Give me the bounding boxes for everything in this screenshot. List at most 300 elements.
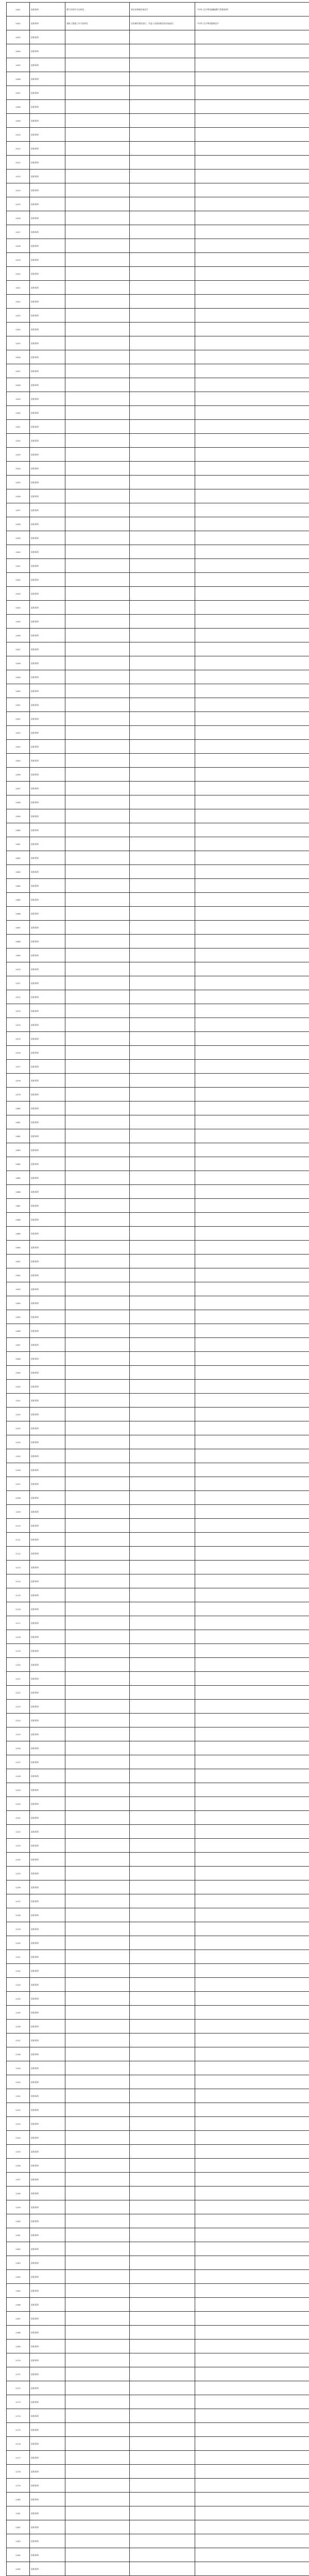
- row-number-cell: 1076: [7, 1046, 30, 1060]
- legal-basis-cell: [195, 2117, 309, 2131]
- table-row: [7, 1296, 309, 1310]
- matter-name-cell: [65, 114, 130, 128]
- legal-basis-cell: [195, 712, 309, 726]
- legal-basis-cell: [195, 1296, 309, 1310]
- table-row: [7, 754, 309, 768]
- table-row: [7, 670, 309, 684]
- legal-basis-cell: [195, 2326, 309, 2340]
- legal-basis-cell: [195, 1741, 309, 1755]
- matter-type-cell: 国家事项: [30, 670, 65, 684]
- matter-name-cell: [65, 1936, 130, 1950]
- matter-name-cell: [65, 142, 130, 156]
- department-cell: [130, 1574, 195, 1588]
- table-row: [7, 545, 309, 559]
- table-row: [7, 2395, 309, 2409]
- row-number-cell: 1177: [7, 2451, 30, 2465]
- legal-basis-cell: [195, 1769, 309, 1783]
- table-row: [7, 2242, 309, 2256]
- department-cell: [130, 1477, 195, 1491]
- legal-basis-cell: [195, 1185, 309, 1199]
- matter-name-cell: [65, 629, 130, 642]
- matter-type-cell: 国家事项: [30, 1088, 65, 1101]
- legal-basis-cell: [195, 1894, 309, 1908]
- row-number-cell: 1148: [7, 2047, 30, 2061]
- table-row: [7, 1797, 309, 1811]
- matter-name-cell: [65, 476, 130, 489]
- matter-name-cell: [65, 197, 130, 211]
- table-row: [7, 30, 309, 44]
- row-number-cell: 1113: [7, 1561, 30, 1574]
- table-row: [7, 865, 309, 879]
- department-cell: [130, 1908, 195, 1922]
- matter-name-cell: [65, 531, 130, 545]
- matter-type-cell: 国家事项: [30, 601, 65, 615]
- matter-type-cell: 国家事项: [30, 2242, 65, 2256]
- department-cell: [130, 1296, 195, 1310]
- matter-type-cell: 国家事项: [30, 1783, 65, 1797]
- matter-name-cell: [65, 1366, 130, 1380]
- table-row: [7, 1992, 309, 2006]
- legal-basis-cell: [195, 2506, 309, 2520]
- legal-basis-cell: [195, 2173, 309, 2187]
- table-row: [7, 1408, 309, 1421]
- legal-basis-cell: [195, 1922, 309, 1936]
- matter-type-cell: 国家事项: [30, 1547, 65, 1561]
- matter-name-cell: [65, 2326, 130, 2340]
- row-number-cell: 1154: [7, 2131, 30, 2145]
- row-number-cell: 1156: [7, 2159, 30, 2173]
- department-cell: [130, 2298, 195, 2312]
- matter-name-cell: [65, 823, 130, 837]
- department-cell: [130, 1268, 195, 1282]
- matter-name-cell: [65, 1338, 130, 1352]
- matter-name-cell: [65, 1769, 130, 1783]
- table-row: [7, 2451, 309, 2465]
- department-cell: [130, 156, 195, 170]
- department-cell: 住房城乡建设部门，市县人民政府指定的其他部门: [130, 16, 195, 30]
- department-cell: [130, 1533, 195, 1547]
- matter-name-cell: [65, 2145, 130, 2159]
- matter-type-cell: 国家事项: [30, 1352, 65, 1366]
- table-row: [7, 16, 309, 30]
- row-number-cell: 1100: [7, 1380, 30, 1394]
- matter-type-cell: 国家事项: [30, 656, 65, 670]
- table-row: [7, 2006, 309, 2020]
- table-row: [7, 378, 309, 392]
- matter-type-cell: 国家事项: [30, 893, 65, 907]
- legal-basis-cell: [195, 2145, 309, 2159]
- legal-basis-cell: [195, 1282, 309, 1296]
- matter-type-cell: 国家事项: [30, 1700, 65, 1714]
- legal-basis-cell: [195, 30, 309, 44]
- row-number-cell: 1048: [7, 656, 30, 670]
- department-cell: [130, 2423, 195, 2437]
- table-row: [7, 44, 309, 58]
- matter-type-cell: 国家事项: [30, 2506, 65, 2520]
- matter-type-cell: 国家事项: [30, 434, 65, 448]
- legal-basis-cell: [195, 921, 309, 935]
- legal-basis-cell: [195, 1004, 309, 1018]
- matter-type-cell: 国家事项: [30, 1922, 65, 1936]
- matter-name-cell: [65, 1922, 130, 1936]
- department-cell: [130, 44, 195, 58]
- matter-type-cell: 国家事项: [30, 128, 65, 142]
- legal-basis-cell: [195, 86, 309, 100]
- matter-type-cell: 国家事项: [30, 2075, 65, 2089]
- table-row: [7, 1811, 309, 1825]
- department-cell: [130, 1366, 195, 1380]
- matter-type-cell: 国家事项: [30, 2173, 65, 2187]
- legal-basis-cell: [195, 156, 309, 170]
- table-row: [7, 323, 309, 336]
- legal-basis-cell: [195, 1936, 309, 1950]
- matter-type-cell: 国家事项: [30, 2381, 65, 2395]
- legal-basis-cell: [195, 2270, 309, 2284]
- matter-name-cell: [65, 225, 130, 239]
- matter-name-cell: [65, 2159, 130, 2173]
- table-row: [7, 1769, 309, 1783]
- table-row: [7, 2075, 309, 2089]
- department-cell: 省住房和城乡建设厅: [130, 3, 195, 16]
- matter-type-cell: 国家事项: [30, 2437, 65, 2451]
- legal-basis-cell: [195, 2089, 309, 2103]
- department-cell: [130, 795, 195, 809]
- department-cell: [130, 545, 195, 559]
- row-number-cell: 1096: [7, 1324, 30, 1338]
- department-cell: [130, 1755, 195, 1769]
- matter-type-cell: 国家事项: [30, 1574, 65, 1588]
- row-number-cell: 1034: [7, 462, 30, 476]
- row-number-cell: 1125: [7, 1727, 30, 1741]
- table-row: [7, 2353, 309, 2367]
- matter-type-cell: 国家事项: [30, 448, 65, 462]
- department-cell: [130, 2326, 195, 2340]
- department-cell: [130, 2075, 195, 2089]
- table-row: [7, 1157, 309, 1171]
- department-cell: [130, 517, 195, 531]
- matter-type-cell: 国家事项: [30, 1338, 65, 1352]
- matter-type-cell: 国家事项: [30, 1185, 65, 1199]
- legal-basis-cell: [195, 489, 309, 503]
- legal-basis-cell: [195, 1672, 309, 1686]
- matter-type-cell: 国家事项: [30, 1046, 65, 1060]
- matter-name-cell: [65, 795, 130, 809]
- table-row: [7, 100, 309, 114]
- row-number-cell: 1086: [7, 1185, 30, 1199]
- table-row: [7, 448, 309, 462]
- department-cell: [130, 1463, 195, 1477]
- matter-name-cell: [65, 726, 130, 740]
- matter-type-cell: 国家事项: [30, 1686, 65, 1700]
- legal-basis-cell: [195, 573, 309, 587]
- legal-basis-cell: [195, 948, 309, 962]
- matter-type-cell: 国家事项: [30, 1630, 65, 1644]
- row-number-cell: 1020: [7, 267, 30, 281]
- matter-type-cell: 国家事项: [30, 809, 65, 823]
- matter-type-cell: 国家事项: [30, 2409, 65, 2423]
- department-cell: [130, 2395, 195, 2409]
- matter-type-cell: 国家事项: [30, 1491, 65, 1505]
- table-row: [7, 1324, 309, 1338]
- legal-basis-cell: [195, 893, 309, 907]
- legal-basis-cell: [195, 2131, 309, 2145]
- matter-type-cell: 国家事项: [30, 211, 65, 225]
- department-cell: [130, 1338, 195, 1352]
- table-row: [7, 1004, 309, 1018]
- department-cell: [130, 1978, 195, 1992]
- legal-basis-cell: [195, 1074, 309, 1088]
- matter-name-cell: [65, 239, 130, 253]
- table-row: [7, 2312, 309, 2326]
- legal-basis-cell: [195, 1255, 309, 1268]
- matter-type-cell: 国家事项: [30, 795, 65, 809]
- legal-basis-cell: [195, 1421, 309, 1435]
- row-number-cell: 1010: [7, 128, 30, 142]
- legal-basis-cell: [195, 879, 309, 893]
- row-number-cell: 1131: [7, 1811, 30, 1825]
- row-number-cell: 1012: [7, 156, 30, 170]
- matter-type-cell: 国家事项: [30, 30, 65, 44]
- matter-type-cell: 国家事项: [30, 58, 65, 72]
- table-row: [7, 1449, 309, 1463]
- matter-type-cell: 国家事项: [30, 1533, 65, 1547]
- matter-name-cell: [65, 503, 130, 517]
- matter-type-cell: 国家事项: [30, 921, 65, 935]
- matter-name-cell: [65, 1644, 130, 1658]
- row-number-cell: 1006: [7, 72, 30, 86]
- table-row: [7, 420, 309, 434]
- row-number-cell: 1088: [7, 1213, 30, 1227]
- department-cell: [130, 323, 195, 336]
- department-cell: [130, 100, 195, 114]
- department-cell: [130, 309, 195, 323]
- row-number-cell: 1112: [7, 1547, 30, 1561]
- row-number-cell: 1041: [7, 559, 30, 573]
- table-row: [7, 1282, 309, 1296]
- matter-name-cell: [65, 782, 130, 795]
- matter-type-cell: 国家事项: [30, 1880, 65, 1894]
- row-number-cell: 1132: [7, 1825, 30, 1839]
- row-number-cell: 1139: [7, 1922, 30, 1936]
- table-row: [7, 253, 309, 267]
- matter-type-cell: 国家事项: [30, 2367, 65, 2381]
- department-cell: [130, 489, 195, 503]
- matter-type-cell: 国家事项: [30, 281, 65, 295]
- row-number-cell: 1094: [7, 1296, 30, 1310]
- table-row: [7, 1644, 309, 1658]
- department-cell: [130, 2381, 195, 2395]
- table-row: [7, 990, 309, 1004]
- row-number-cell: 1042: [7, 573, 30, 587]
- matter-name-cell: [65, 1101, 130, 1115]
- department-cell: [130, 2367, 195, 2381]
- department-cell: [130, 879, 195, 893]
- matter-name-cell: [65, 2312, 130, 2326]
- table-row: [7, 1519, 309, 1533]
- row-number-cell: 1168: [7, 2326, 30, 2340]
- row-number-cell: 1114: [7, 1574, 30, 1588]
- department-cell: [130, 865, 195, 879]
- matter-name-cell: [65, 2520, 130, 2534]
- document-page: [6, 2, 303, 2576]
- table-row: [7, 768, 309, 782]
- matter-name-cell: [65, 434, 130, 448]
- legal-basis-cell: [195, 601, 309, 615]
- matter-name-cell: [65, 1616, 130, 1630]
- table-row: [7, 197, 309, 211]
- matter-type-cell: 国家事项: [30, 114, 65, 128]
- department-cell: [130, 1825, 195, 1839]
- department-cell: [130, 2353, 195, 2367]
- table-row: [7, 1310, 309, 1324]
- table-row: [7, 726, 309, 740]
- matter-name-cell: [65, 1296, 130, 1310]
- row-number-cell: 1107: [7, 1477, 30, 1491]
- department-cell: [130, 503, 195, 517]
- legal-basis-cell: [195, 1338, 309, 1352]
- matter-name-cell: [65, 2437, 130, 2451]
- legal-basis-cell: [195, 990, 309, 1004]
- matter-name-cell: [65, 642, 130, 656]
- matter-type-cell: 国家事项: [30, 239, 65, 253]
- row-number-cell: 1081: [7, 1115, 30, 1129]
- matter-name-cell: [65, 2103, 130, 2117]
- department-cell: [130, 420, 195, 434]
- matter-name-cell: [65, 2047, 130, 2061]
- row-number-cell: 1085: [7, 1171, 30, 1185]
- row-number-cell: 1067: [7, 921, 30, 935]
- row-number-cell: 1075: [7, 1032, 30, 1046]
- matter-name-cell: [65, 1908, 130, 1922]
- legal-basis-cell: [195, 823, 309, 837]
- matter-name-cell: [65, 698, 130, 712]
- matter-type-cell: 国家事项: [30, 1477, 65, 1491]
- matter-name-cell: [65, 420, 130, 434]
- row-number-cell: 1092: [7, 1268, 30, 1282]
- row-number-cell: 1122: [7, 1686, 30, 1700]
- row-number-cell: 1095: [7, 1310, 30, 1324]
- legal-basis-cell: [195, 364, 309, 378]
- table-row: [7, 2562, 309, 2576]
- table-row: [7, 2103, 309, 2117]
- table-row: [7, 2381, 309, 2395]
- matter-type-cell: 国家事项: [30, 2033, 65, 2047]
- row-number-cell: 1037: [7, 503, 30, 517]
- table-row: [7, 1115, 309, 1129]
- department-cell: [130, 183, 195, 197]
- legal-basis-cell: [195, 1825, 309, 1839]
- matter-name-cell: [65, 1046, 130, 1060]
- table-row: [7, 1978, 309, 1992]
- table-row: [7, 476, 309, 489]
- matter-type-cell: 国家事项: [30, 879, 65, 893]
- department-cell: [130, 2117, 195, 2131]
- legal-basis-cell: [195, 2159, 309, 2173]
- row-number-cell: 1090: [7, 1241, 30, 1255]
- matter-type-cell: 国家事项: [30, 782, 65, 795]
- matter-name-cell: [65, 1811, 130, 1825]
- department-cell: [130, 476, 195, 489]
- department-cell: [130, 2284, 195, 2298]
- legal-basis-cell: [195, 1046, 309, 1060]
- row-number-cell: 1179: [7, 2479, 30, 2493]
- matter-type-cell: 国家事项: [30, 309, 65, 323]
- matter-type-cell: 国家事项: [30, 698, 65, 712]
- department-cell: [130, 1658, 195, 1672]
- row-number-cell: 1051: [7, 698, 30, 712]
- table-row: [7, 114, 309, 128]
- row-number-cell: 1047: [7, 642, 30, 656]
- department-cell: [130, 197, 195, 211]
- row-number-cell: 1097: [7, 1338, 30, 1352]
- table-row: [7, 1380, 309, 1394]
- matter-type-cell: 国家事项: [30, 503, 65, 517]
- matter-type-cell: 国家事项: [30, 726, 65, 740]
- row-number-cell: 1144: [7, 1992, 30, 2006]
- row-number-cell: 1140: [7, 1936, 30, 1950]
- matter-name-cell: [65, 1171, 130, 1185]
- row-number-cell: 1065: [7, 893, 30, 907]
- matter-type-cell: 国家事项: [30, 1296, 65, 1310]
- legal-basis-cell: [195, 1129, 309, 1143]
- legal-basis-cell: [195, 2548, 309, 2562]
- department-cell: [130, 2061, 195, 2075]
- department-cell: [130, 1227, 195, 1241]
- department-cell: [130, 448, 195, 462]
- legal-basis-cell: [195, 392, 309, 406]
- matter-name-cell: [65, 2075, 130, 2089]
- matter-type-cell: 国家事项: [30, 1727, 65, 1741]
- table-row: [7, 2117, 309, 2131]
- department-cell: [130, 1505, 195, 1519]
- matter-type-cell: 国家事项: [30, 2159, 65, 2173]
- matter-type-cell: 国家事项: [30, 865, 65, 879]
- row-number-cell: 1036: [7, 489, 30, 503]
- matter-type-cell: 国家事项: [30, 837, 65, 851]
- matter-name-cell: [65, 2033, 130, 2047]
- department-cell: [130, 1157, 195, 1171]
- department-cell: [130, 1588, 195, 1602]
- department-cell: [130, 712, 195, 726]
- matter-name-cell: [65, 2020, 130, 2033]
- department-cell: [130, 2173, 195, 2187]
- matter-type-cell: 国家事项: [30, 72, 65, 86]
- row-number-cell: 1011: [7, 142, 30, 156]
- matter-type-cell: 国家事项: [30, 1143, 65, 1157]
- row-number-cell: 1009: [7, 114, 30, 128]
- matter-name-cell: [65, 879, 130, 893]
- matter-name-cell: [65, 740, 130, 754]
- matter-type-cell: 国家事项: [30, 197, 65, 211]
- legal-basis-cell: [195, 684, 309, 698]
- table-row: [7, 1143, 309, 1157]
- legal-basis-cell: [195, 462, 309, 476]
- legal-basis-cell: [195, 531, 309, 545]
- department-cell: [130, 740, 195, 754]
- row-number-cell: 1072: [7, 990, 30, 1004]
- department-cell: [130, 782, 195, 795]
- matter-type-cell: 国家事项: [30, 2131, 65, 2145]
- table-row: [7, 2270, 309, 2284]
- row-number-cell: 1007: [7, 86, 30, 100]
- table-row: [7, 1936, 309, 1950]
- table-row: [7, 587, 309, 601]
- row-number-cell: 1015: [7, 197, 30, 211]
- matter-name-cell: [65, 2214, 130, 2228]
- table-row: [7, 267, 309, 281]
- row-number-cell: 1064: [7, 879, 30, 893]
- matter-name-cell: [65, 1978, 130, 1992]
